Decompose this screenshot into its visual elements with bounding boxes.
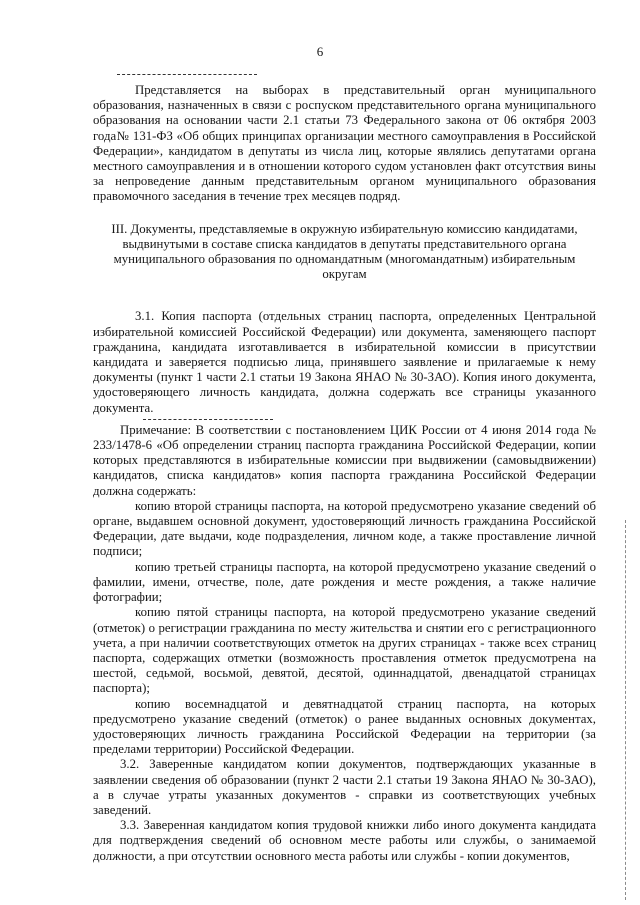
note-separator: [143, 419, 273, 420]
section-heading: III. Документы, представляемые в окружную избирательную комиссию кандидатами, выдвинутыми в составе списка кандидатов в депутаты представительного органа муниципального образования по одномандатным (многомандатным) избирательным округам: [111, 221, 578, 282]
note-item-page-2: копию второй страницы паспорта, на которой предусмотрено указание сведений об органе, выдавшем основной документ, удостоверяющий личность гражданина Российской Федерации, дате выдачи, коде подразделения, личном коде, а также проставление личной подписи;: [93, 498, 596, 559]
note-item-page-5: копию пятой страницы паспорта, на которой предусмотрено указание сведений (отметок) о регистрации гражданина по месту жительства и снятии его с регистрационного учета, а при наличии соответствующих отметок на других страницах - также всех страниц паспорта, содержащих отметки (возможность проставления отметок предусмотрена на шестой, седьмой, восьмой, девятой, десятой, одиннадцатой, двенадцатой страницах паспорта);: [93, 605, 596, 696]
footnote-text: Представляется на выборах в представительный орган муниципального образования, назначенных в связи с роспуском представительного органа муниципального образования на основании части 2.1 статьи 73 Федерального закона от 06 октября 2003 года№ 131-ФЗ «Об общих принципах организации местного самоуправления в Российской Федерации», кандидатом в депутаты из числа лиц, которые являлись депутатами органа местного самоуправления и в отношении которого судом установлен факт отсутствия вины за непроведение данным представительным органом муниципального образования правомочного заседания в течение трех месяцев подряд.: [93, 83, 596, 204]
paragraph-3-1: 3.1. Копия паспорта (отдельных страниц паспорта, определенных Центральной избирательной комиссией Российской Федерации) или документа, заменяющего паспорт гражданина, кандидата изготавливается в избирательной комиссии в присутствии кандидата и заверяется подписью лица, принявшего заявление и прилагаемые к нему документы (пункт 1 части 2.1 статьи 19 Закона ЯНАО № 30-ЗАО). Копия иного документа, удостоверяющего личность кандидата, должна содержать все страницы указанного документа.: [93, 309, 596, 415]
page-content: [93, 74, 596, 864]
paragraph-3-3: 3.3. Заверенная кандидатом копия трудовой книжки либо иного документа кандидата для подтверждения сведений об основном месте работы или службы, о занимаемой должности, а при отсутствии основного места работы или службы - копии документов,: [93, 818, 596, 863]
note-intro: Примечание: В соответствии с постановлением ЦИК России от 4 июня 2014 года № 233/1478-6 «Об определении страниц паспорта гражданина Российской Федерации, копии которых представляются в избирательные комиссии при выдвижении (самовыдвижении) кандидатов, списка кандидатов» копия паспорта гражданина Российской Федерации должна содержать:: [93, 422, 596, 498]
footnote-separator: [117, 74, 257, 75]
page-number: 6: [316, 44, 324, 59]
note-item-page-3: копию третьей страницы паспорта, на которой предусмотрено указание сведений о фамилии, имени, отчестве, поле, дате рождения и месте рождения, а также наличие фотографии;: [93, 559, 596, 605]
note-item-page-18-19: копию восемнадцатой и девятнадцатой страниц паспорта, на которых предусмотрено указание сведений (отметок) о ранее выданных основных документах, удостоверяющих личность гражданина Российской Федерации на территории (за пределами территории) Российской Федерации.: [93, 696, 596, 757]
paragraph-3-2: 3.2. Заверенные кандидатом копии документов, подтверждающих указанные в заявлении сведения об образовании (пункт 2 части 2.1 статьи 19 Закона ЯНАО № 30-ЗАО), а в случае утраты указанных документов - справки из соответствующих учебных заведений.: [93, 757, 596, 817]
scan-edge-line: [625, 520, 626, 900]
